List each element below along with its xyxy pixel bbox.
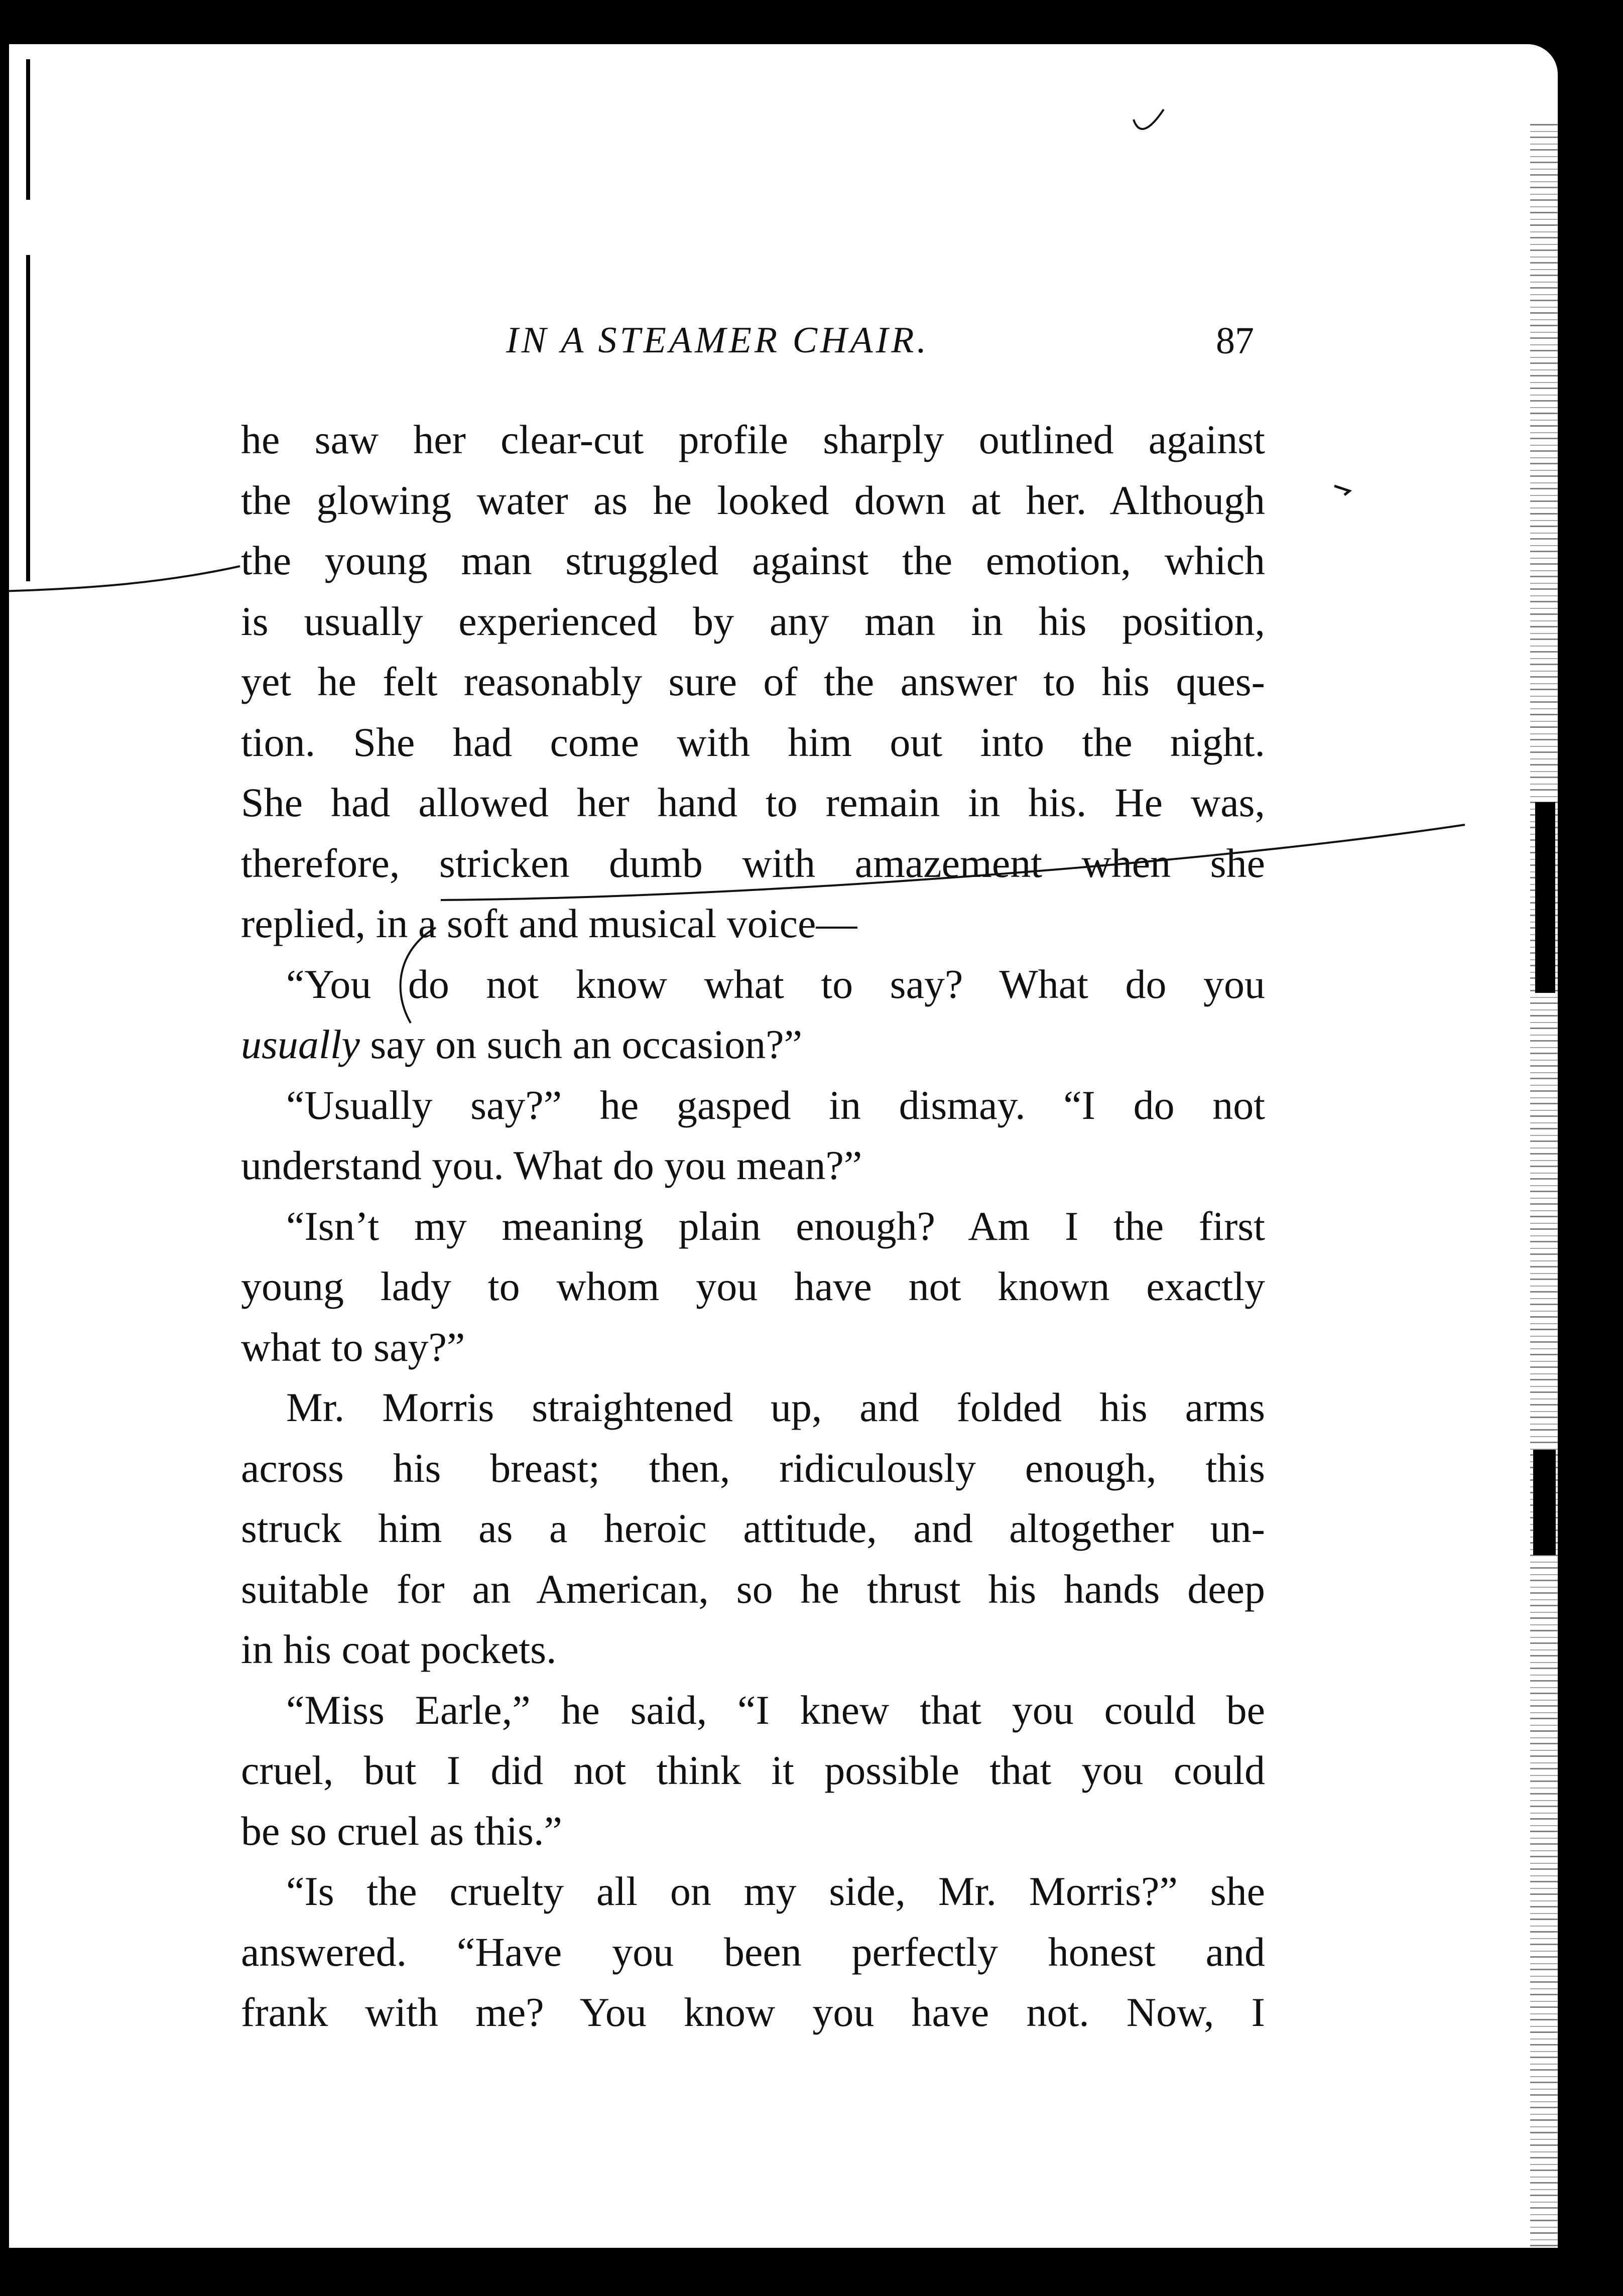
text-line: yet he felt reasonably sure of the answer to his ques-: [241, 659, 1265, 704]
text-line: therefore, stricken dumb with amazement when she: [241, 840, 1265, 886]
text-line: be so cruel as this.”: [241, 1808, 562, 1854]
text-line: replied, in a soft and musical voice—: [241, 901, 857, 946]
text-line: in his coat pockets.: [241, 1626, 557, 1672]
italic-word: usually: [241, 1022, 360, 1067]
running-head: IN A STEAMER CHAIR.: [506, 320, 929, 361]
text-line: “You do not know what to say? What do you: [286, 961, 1265, 1007]
text-line: the young man struggled against the emotion, which: [241, 538, 1265, 583]
page-number: 87: [1216, 320, 1254, 362]
text-line: cruel, but I did not think it possible that you could: [241, 1747, 1265, 1793]
text-line: suitable for an American, so he thrust his hands deep: [241, 1566, 1265, 1612]
text-line: She had allowed her hand to remain in his. He was,: [241, 780, 1265, 825]
body-text: [241, 410, 1265, 2043]
book-page: [9, 44, 1558, 2248]
text-line: “Is the cruelty all on my side, Mr. Morris?” she: [286, 1868, 1265, 1914]
text-line: young lady to whom you have not known exactly: [241, 1263, 1265, 1309]
text-line: frank with me? You know you have not. Now, I: [241, 1989, 1265, 2035]
text-line: “Usually say?” he gasped in dismay. “I do not: [286, 1082, 1265, 1128]
text-span: say on such an occasion?”: [359, 1022, 803, 1067]
text-line: “Isn’t my meaning plain enough? Am I the first: [286, 1203, 1265, 1249]
page-header: [245, 319, 1254, 379]
text-line: Mr. Morris straightened up, and folded his arms: [286, 1384, 1265, 1430]
text-line: understand you. What do you mean?”: [241, 1142, 862, 1188]
text-line: what to say?”: [241, 1324, 465, 1370]
text-line: he saw her clear-cut profile sharply outlined against: [241, 417, 1265, 462]
text-line: [241, 1014, 1265, 1075]
text-line: tion. She had come with him out into the night.: [241, 719, 1265, 765]
text-line: struck him as a heroic attitude, and altogether un-: [241, 1505, 1265, 1551]
text-line: “Miss Earle,” he said, “I knew that you could be: [286, 1687, 1265, 1733]
text-line: the glowing water as he looked down at her. Although: [241, 477, 1265, 523]
text-line: answered. “Have you been perfectly honest and: [241, 1929, 1265, 1975]
text-line: is usually experienced by any man in his position,: [241, 598, 1265, 644]
text-line: across his breast; then, ridiculously enough, this: [241, 1445, 1265, 1491]
